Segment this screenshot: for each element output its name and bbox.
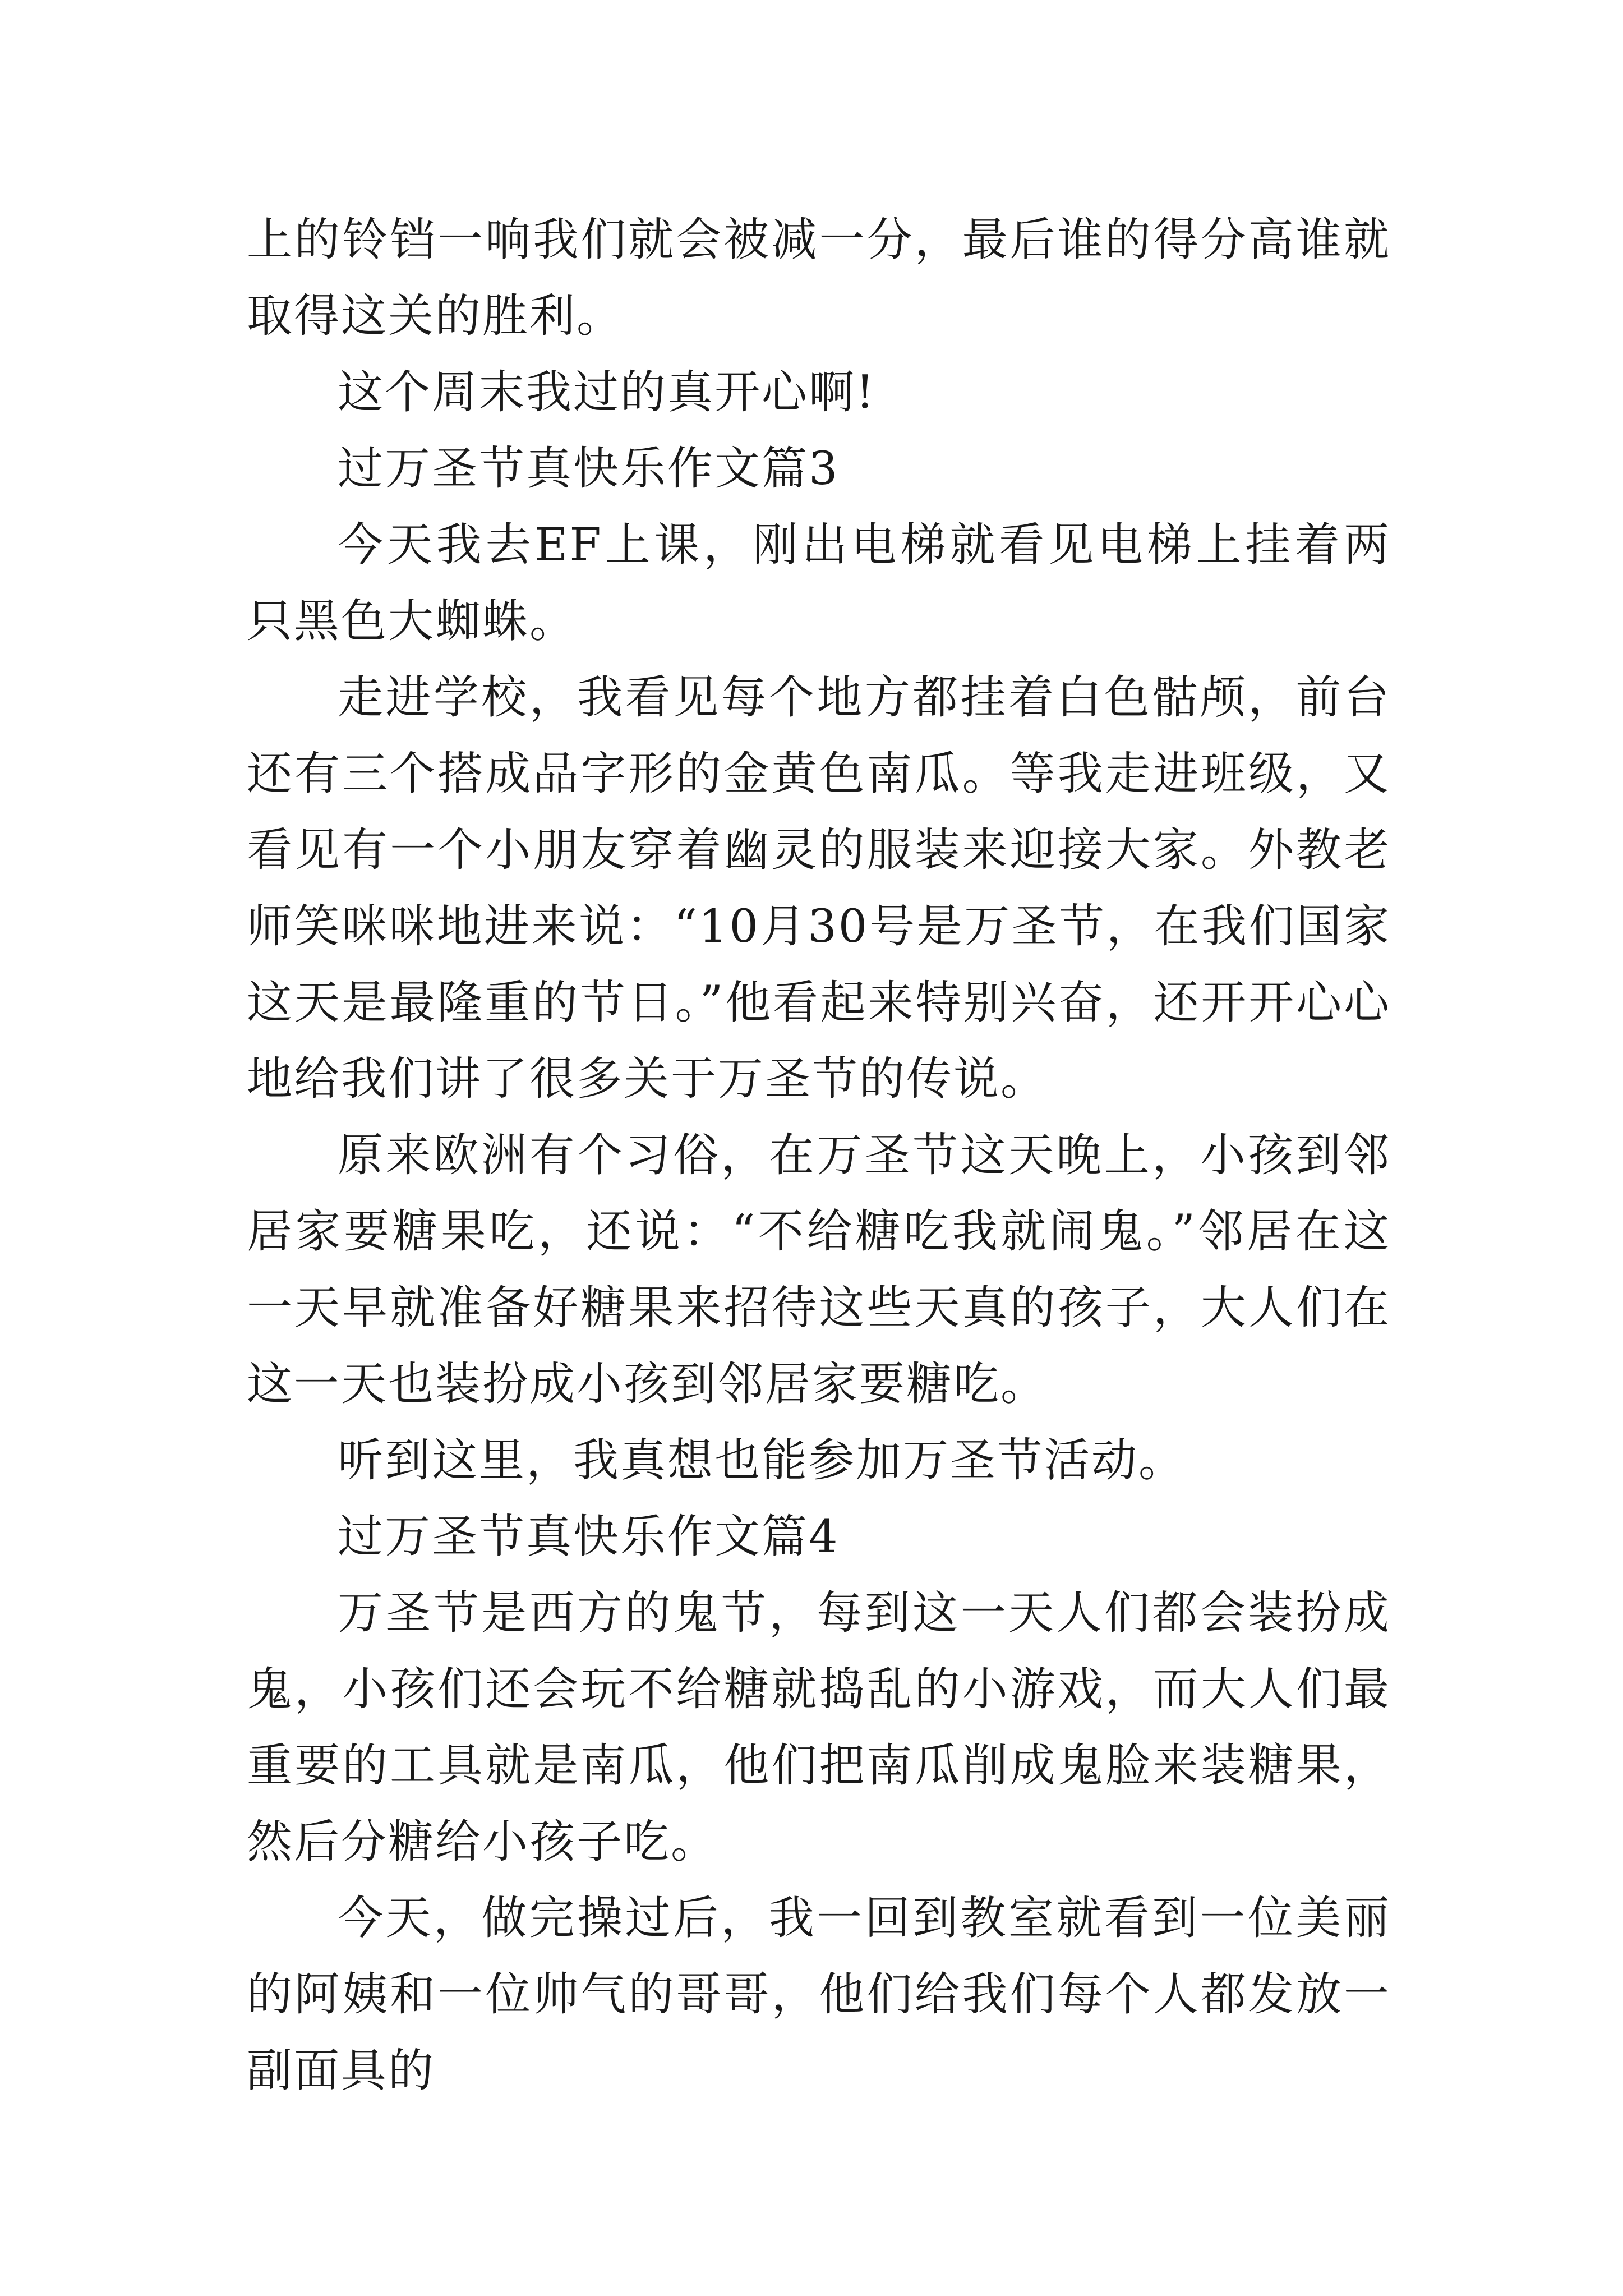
paragraph: 今天我去EF上课，刚出电梯就看见电梯上挂着两只黑色大蜘蛛。: [247, 519, 1391, 648]
section-heading: 过万圣节真快乐作文篇3: [338, 443, 840, 495]
paragraph: 万圣节是西方的鬼节，每到这一天人们都会装扮成鬼，小孩们还会玩不给糖就捣乱的小游戏，而大人们最重要的工具就是南瓜，他们把南瓜削成鬼脸来装糖果，然后分糖给小孩子吃。: [247, 1587, 1391, 1869]
document-body: [247, 202, 1391, 2109]
paragraph: 听到这里，我真想也能参加万圣节活动。: [338, 1434, 1186, 1487]
paragraph-continuation: 上的铃铛一响我们就会被减一分，最后谁的得分高谁就取得这关的胜利。: [247, 214, 1391, 343]
paragraph: 这个周末我过的真开心啊!: [338, 366, 876, 419]
paragraph: 走进学校，我看见每个地方都挂着白色骷颅，前台还有三个搭成品字形的金黄色南瓜。等我走进班级，又看见有一个小朋友穿着幽灵的服装来迎接大家。外教老师笑咪咪地进来说：“10月30号是万圣节，在我们国家这天是最隆重的节日。”他看起来特别兴奋，还开开心心地给我们讲了很多关于万圣节的传说。: [247, 671, 1391, 1106]
paragraph: 原来欧洲有个习俗，在万圣节这天晚上，小孩到邻居家要糖果吃，还说：“不给糖吃我就闹鬼。”邻居在这一天早就准备好糖果来招待这些天真的孩子，大人们在这一天也装扮成小孩到邻居家要糖吃。: [247, 1129, 1391, 1411]
section-heading: 过万圣节真快乐作文篇4: [338, 1511, 840, 1563]
paragraph: 今天，做完操过后，我一回到教室就看到一位美丽的阿姨和一位帅气的哥哥，他们给我们每个人都发放一副面具的: [247, 1892, 1391, 2097]
